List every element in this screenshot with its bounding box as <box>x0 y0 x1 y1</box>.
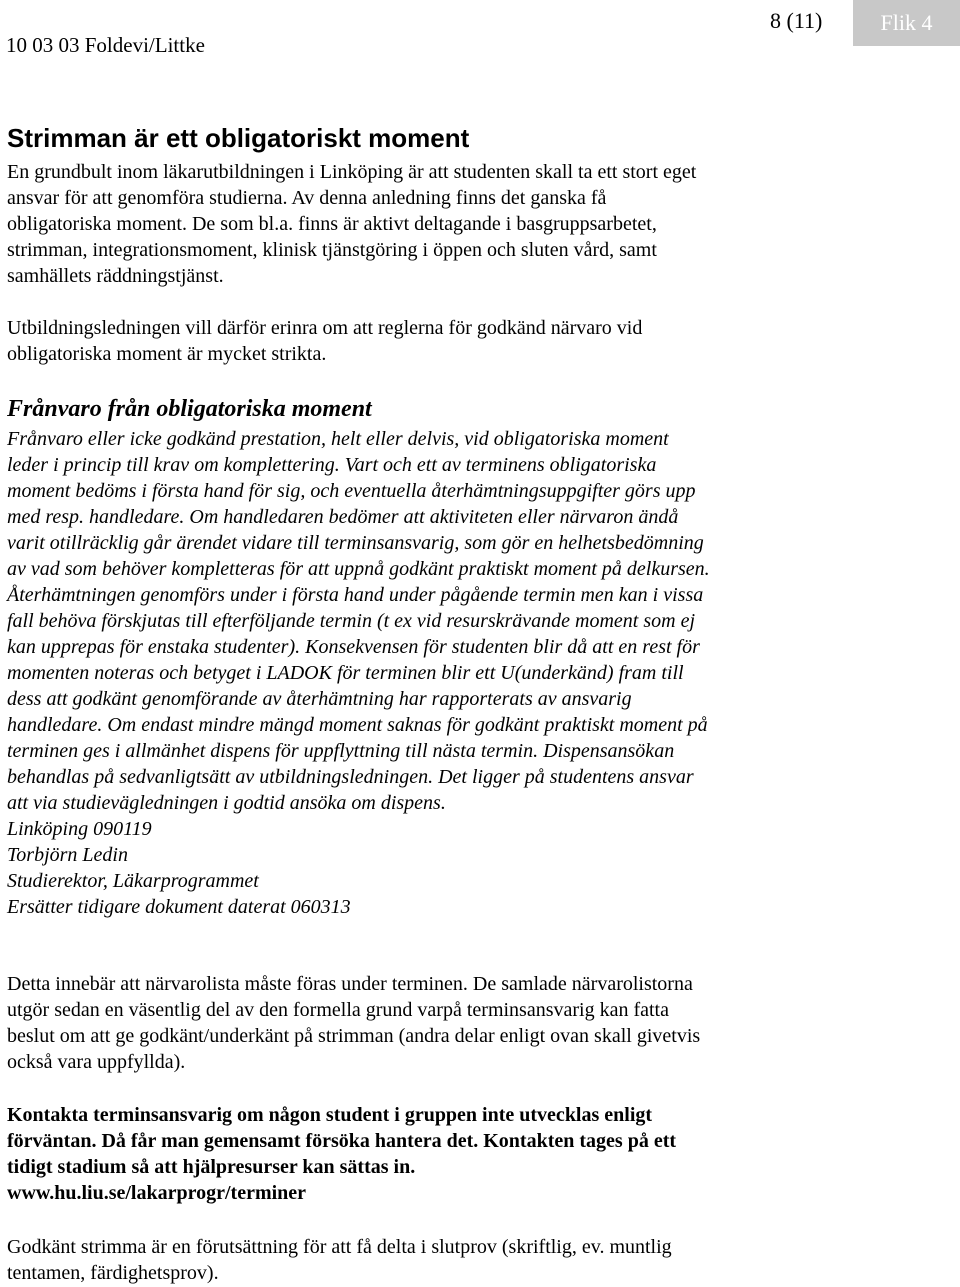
paragraph-line: samhällets räddningstjänst. <box>7 265 224 287</box>
paragraph-line: tentamen, färdighetsprov). <box>7 1262 219 1284</box>
italic-paragraph-line: varit otillräcklig går ärendet vidare till terminsansvarig, som gör en helhetsbedömning <box>7 532 704 554</box>
bold-paragraph-line: tidigt stadium så att hjälpresurser kan sättas in. <box>7 1156 416 1178</box>
bold-paragraph-line: Kontakta terminsansvarig om någon student i gruppen inte utvecklas enligt <box>7 1104 653 1126</box>
paragraph-line: strimman, integrationsmoment, klinisk tjänstgöring i öppen och sluten vård, samt <box>7 239 657 261</box>
paragraph-line: Godkänt strimma är en förutsättning för att få delta i slutprov (skriftlig, ev. muntlig <box>7 1236 672 1258</box>
italic-paragraph-line: fall behöva förskjutas till efterföljande termin (t ex vid resurskrävande moment som ej <box>7 610 696 632</box>
signature-name: Torbjörn Ledin <box>7 844 128 866</box>
italic-paragraph-line: momenten noteras och betyget i LADOK för terminen blir ett U(underkänd) fram till <box>7 662 684 684</box>
italic-paragraph-line: terminen ges i allmänhet dispens för uppflyttning till nästa termin. Dispensansökan <box>7 740 675 762</box>
paragraph-line: obligatoriska moment är mycket strikta. <box>7 343 327 365</box>
page-number: 8 (11) <box>770 8 823 33</box>
italic-paragraph-line: kan upprepas för enstaka studenter). Konsekvensen för studenten blir då att en rest för <box>7 636 700 658</box>
italic-paragraph-line: av vad som behöver kompletteras för att uppnå godkänt praktiskt moment på delkursen. <box>7 558 710 580</box>
paragraph-line: En grundbult inom läkarutbildningen i Linköping är att studenten skall ta ett stort eget <box>7 161 697 183</box>
document-reference: 10 03 03 Foldevi/Littke <box>6 33 205 57</box>
paragraph-line: utgör sedan en väsentlig del av den formella grund varpå terminsansvarig kan fatta <box>7 999 669 1021</box>
paragraph-line: ansvar för att genomföra studierna. Av denna anledning finns det ganska få <box>7 187 607 209</box>
signature-place-date: Linköping 090119 <box>7 818 152 840</box>
signature-title: Studierektor, Läkarprogrammet <box>7 870 259 892</box>
tab-label: Flik 4 <box>880 10 933 35</box>
paragraph-line: Utbildningsledningen vill därför erinra om att reglerna för godkänd närvaro vid <box>7 317 643 339</box>
italic-paragraph-line: handledare. Om endast mindre mängd moment saknas för godkänt praktiskt moment på <box>7 714 708 736</box>
bold-paragraph-line: förväntan. Då får man gemensamt försöka hantera det. Kontakten tages på ett <box>7 1130 677 1152</box>
signature-supersedes: Ersätter tidigare dokument daterat 060313 <box>7 896 351 918</box>
italic-paragraph-line: Återhämtningen genomförs under i första hand under pågående termin men kan i vissa <box>7 584 704 606</box>
paragraph-line: också vara uppfyllda). <box>7 1051 186 1073</box>
tab-flik-4 <box>853 0 960 46</box>
paragraph-line: beslut om att ge godkänt/underkänt på strimman (andra delar enligt ovan skall givetvis <box>7 1025 701 1047</box>
italic-paragraph-line: behandlas på sedvanligtsätt av utbildningsledningen. Det ligger på studentens ansvar <box>7 766 694 788</box>
website-link[interactable]: www.hu.liu.se/lakarprogr/terminer <box>7 1182 307 1204</box>
italic-paragraph-line: dess att godkänt genomförande av återhämtning har rapporterats av ansvarig <box>7 688 632 710</box>
italic-paragraph-line: med resp. handledare. Om handledaren bedömer att aktiviteten eller närvaron ändå <box>7 506 679 528</box>
italic-paragraph-line: moment bedöms i första hand för sig, och eventuella återhämtningsuppgifter görs upp <box>7 480 696 502</box>
section-subheading: Frånvaro från obligatoriska moment <box>7 396 372 422</box>
italic-paragraph-line: att via studievägledningen i godtid ansöka om dispens. <box>7 792 446 814</box>
section-title: Strimman är ett obligatoriskt moment <box>7 123 470 153</box>
italic-paragraph-line: Frånvaro eller icke godkänd prestation, helt eller delvis, vid obligatoriska moment <box>7 428 669 450</box>
paragraph-line: obligatoriska moment. De som bl.a. finns är aktivt deltagande i basgruppsarbetet, <box>7 213 657 235</box>
paragraph-line: Detta innebär att närvarolista måste föras under terminen. De samlade närvarolistorna <box>7 973 693 995</box>
italic-paragraph-line: leder i princip till krav om komplettering. Vart och ett av terminens obligatoriska <box>7 454 657 476</box>
